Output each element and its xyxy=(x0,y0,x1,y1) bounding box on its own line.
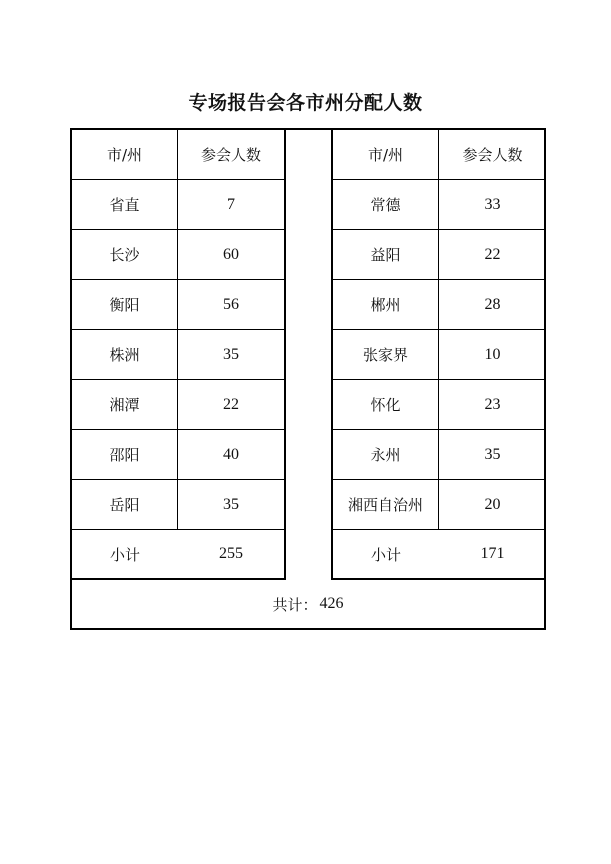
attendee-count: 33 xyxy=(484,195,501,213)
city-name: 省直 xyxy=(72,180,178,229)
city-name: 衡阳 xyxy=(72,280,178,329)
table-row xyxy=(333,180,546,230)
table-row xyxy=(72,180,284,230)
table-row xyxy=(72,380,284,430)
left-table xyxy=(72,130,286,580)
table-row xyxy=(72,430,284,480)
table-row xyxy=(333,230,546,280)
attendee-count: 28 xyxy=(484,295,501,313)
table-row xyxy=(72,230,284,280)
attendee-count: 35 xyxy=(484,445,501,463)
table-gap xyxy=(286,130,331,580)
header-row xyxy=(333,130,546,180)
attendee-count: 7 xyxy=(227,195,235,213)
grand-total-row xyxy=(72,580,544,628)
city-name: 株洲 xyxy=(72,330,178,379)
right-table xyxy=(331,130,546,580)
attendee-count: 20 xyxy=(484,495,501,513)
city-name: 怀化 xyxy=(333,380,439,429)
table-row xyxy=(333,480,546,530)
subtotal-row xyxy=(72,530,284,580)
attendee-count: 35 xyxy=(223,345,239,363)
header-city: 市/州 xyxy=(333,130,439,179)
subtotal-label: 小计 xyxy=(370,545,401,564)
attendee-count: 22 xyxy=(484,245,501,263)
attendee-count: 56 xyxy=(223,295,239,313)
table-row xyxy=(333,430,546,480)
attendee-count: 60 xyxy=(223,245,239,263)
city-name: 长沙 xyxy=(72,230,178,279)
attendee-count: 35 xyxy=(223,495,239,513)
subtotal-row xyxy=(333,530,546,580)
attendee-count: 10 xyxy=(484,345,501,363)
header-count: 参会人数 xyxy=(462,146,523,164)
subtotal-label: 小计 xyxy=(109,545,140,564)
table-row xyxy=(72,480,284,530)
table-row xyxy=(333,280,546,330)
subtotal-value: 171 xyxy=(480,545,505,562)
header-row xyxy=(72,130,284,180)
attendee-count: 40 xyxy=(223,445,239,463)
city-name: 湘潭 xyxy=(72,380,178,429)
attendee-count: 22 xyxy=(223,395,239,413)
city-name: 永州 xyxy=(333,430,439,479)
header-count: 参会人数 xyxy=(200,146,261,164)
table-row xyxy=(333,330,546,380)
allocation-table xyxy=(70,128,546,630)
subtotal-value: 255 xyxy=(219,545,243,562)
city-name: 岳阳 xyxy=(72,480,178,529)
city-name: 邵阳 xyxy=(72,430,178,479)
table-row xyxy=(72,330,284,380)
city-name: 张家界 xyxy=(333,330,439,379)
total-value: 426 xyxy=(319,595,344,612)
city-name: 湘西自治州 xyxy=(333,480,439,529)
table-row xyxy=(72,280,284,330)
attendee-count: 23 xyxy=(484,395,501,413)
city-name: 常德 xyxy=(333,180,439,229)
city-name: 益阳 xyxy=(333,230,439,279)
total-label: 共计： xyxy=(272,595,318,614)
page-title: 专场报告会各市州分配人数 xyxy=(188,92,423,114)
city-name: 郴州 xyxy=(333,280,439,329)
header-city: 市/州 xyxy=(72,130,178,179)
table-row xyxy=(333,380,546,430)
